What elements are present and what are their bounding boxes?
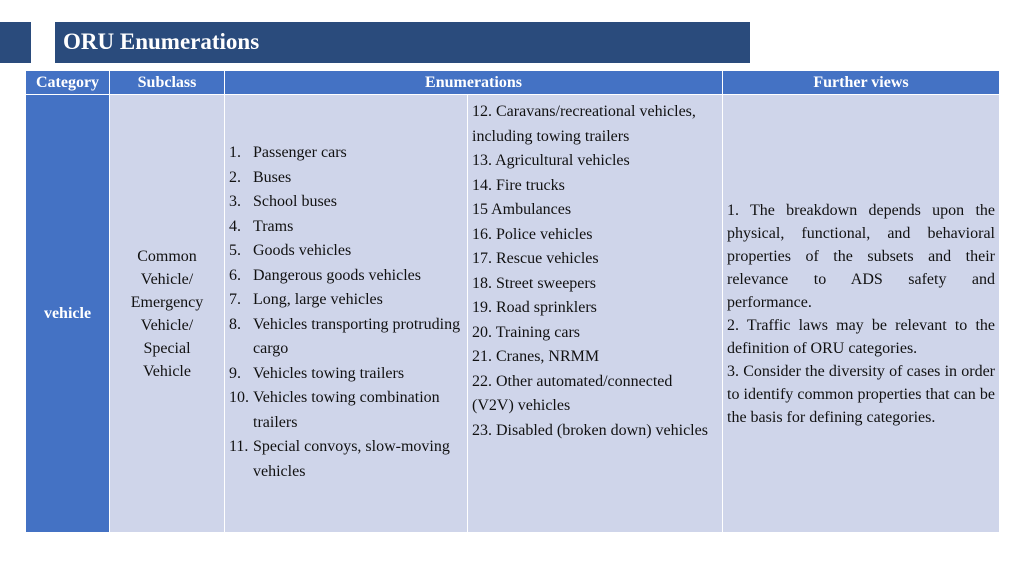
header-subclass: Subclass — [110, 71, 225, 95]
further-views-cell — [723, 95, 1000, 533]
header-further-views: Further views — [723, 71, 1000, 95]
header-category: Category — [26, 71, 110, 95]
view-paragraph: 3. Consider the diversity of cases in order to identify common properties that can be the basis for defining categories. — [727, 362, 995, 426]
enumerations-right-cell — [468, 95, 723, 533]
list-item: 19. Road sprinklers — [472, 299, 597, 316]
view-paragraph: 1. The breakdown depends upon the physical, functional, and behavioral properties of the subsets and their relevance to ADS safety and performance. — [727, 201, 995, 311]
list-item: 17. Rescue vehicles — [472, 250, 599, 267]
subclass-line: Emergency — [130, 293, 204, 311]
subclass-line: Vehicle — [143, 362, 191, 380]
subclass-line: Common — [137, 247, 197, 265]
list-item: 9. Vehicles towing trailers — [229, 364, 405, 382]
list-item: 14. Fire trucks — [472, 176, 565, 194]
list-item: 11. Special convoys, slow-moving vehicles — [229, 438, 450, 480]
table-row — [26, 95, 1000, 533]
list-item: 15 Ambulances — [472, 201, 572, 218]
enumerations-left-cell — [225, 95, 468, 533]
list-item: 16. Police vehicles — [472, 225, 593, 243]
subclass-cell — [110, 95, 225, 533]
list-item: 23. Disabled (broken down) vehicles — [472, 421, 708, 439]
list-item: 18. Street sweepers — [472, 274, 596, 292]
enumerations-left-list — [229, 141, 463, 484]
accent-block — [0, 22, 31, 63]
list-item: 4. Trams — [229, 217, 294, 235]
list-item: 22. Other automated/connected (V2V) vehicles — [472, 372, 673, 414]
view-paragraph: 2. Traffic laws may be relevant to the definition of ORU categories. — [727, 316, 995, 357]
slide-title: ORU Enumerations — [55, 22, 750, 63]
list-item: 1. Passenger cars — [229, 144, 347, 161]
list-item: 2. Buses — [229, 168, 292, 186]
list-item: 21. Cranes, NRMM — [472, 348, 600, 365]
list-item: 12. Caravans/recreational vehicles, including towing trailers — [472, 103, 696, 145]
list-item: 6. Dangerous goods vehicles — [229, 266, 421, 284]
subclass-line: Special — [143, 339, 191, 357]
category-cell: vehicle — [26, 95, 110, 533]
list-item: 8. Vehicles transporting protruding cargo — [229, 315, 461, 357]
subclass-line: Vehicle/ — [140, 316, 194, 334]
header-enumerations: Enumerations — [225, 71, 723, 95]
list-item: 7. Long, large vehicles — [229, 291, 383, 308]
table-header-row — [26, 71, 1000, 95]
list-item: 20. Training cars — [472, 323, 580, 341]
list-item: 5. Goods vehicles — [229, 242, 352, 259]
list-item: 10. Vehicles towing combination trailers — [229, 389, 440, 431]
subclass-line: Vehicle/ — [140, 270, 194, 288]
list-item: 13. Agricultural vehicles — [472, 152, 630, 169]
enumerations-table — [25, 70, 1000, 533]
list-item: 3. School buses — [229, 193, 337, 210]
